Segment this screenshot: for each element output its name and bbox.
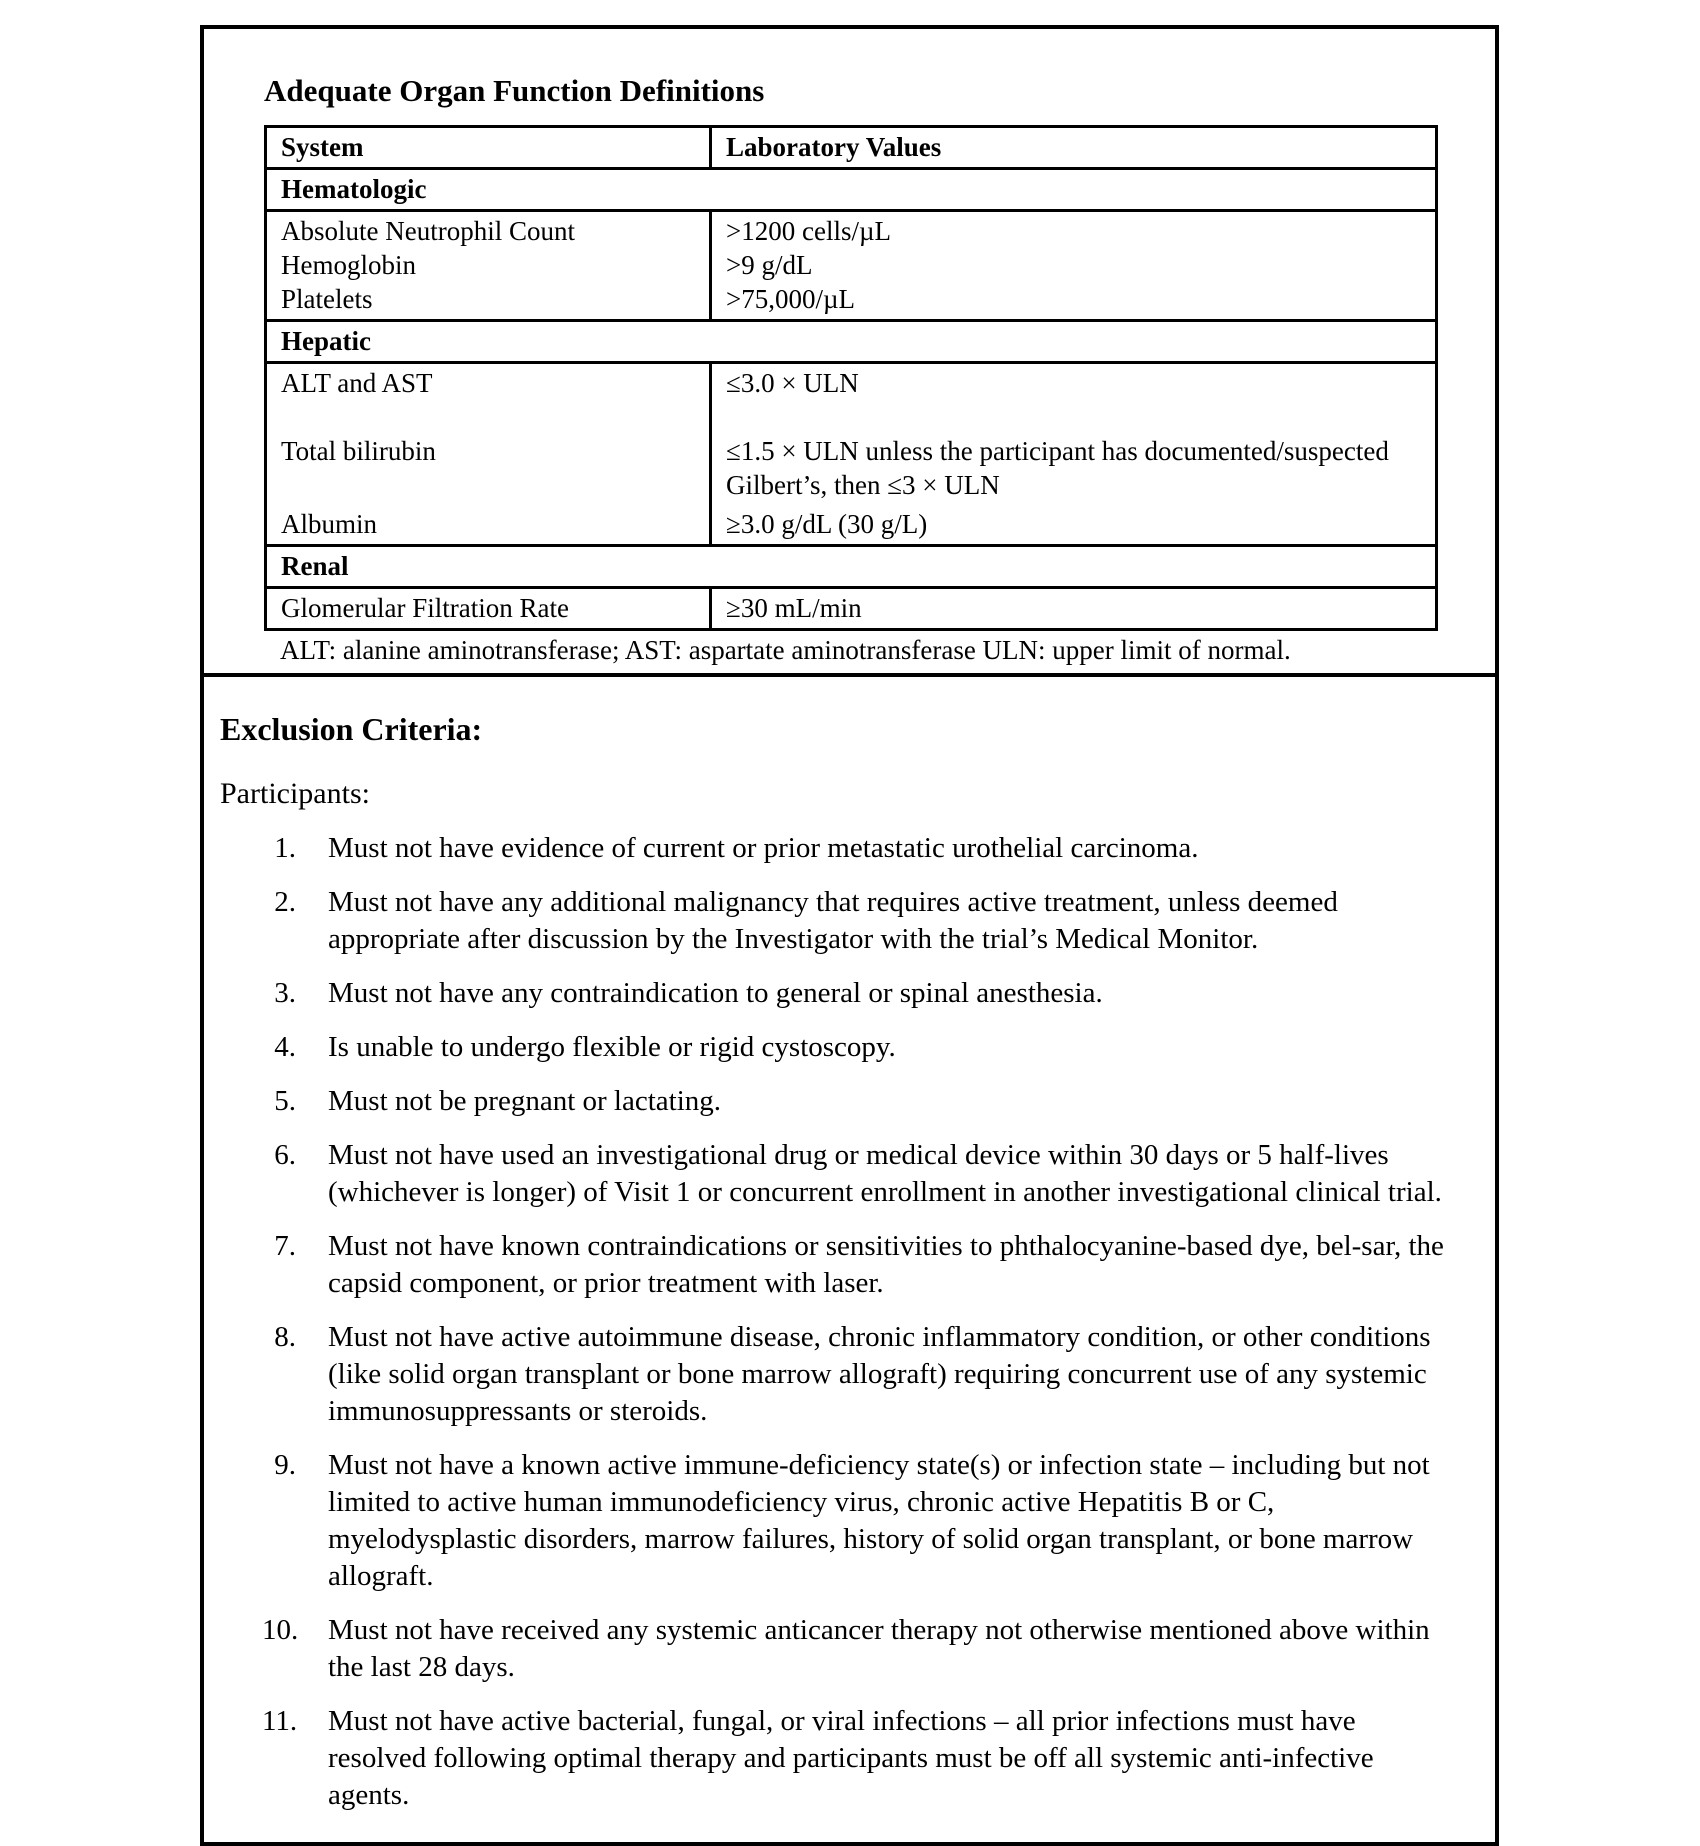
hepatic-system-alt-ast: ALT and AST: [267, 361, 709, 432]
organ-function-title: Adequate Organ Function Definitions: [264, 73, 765, 108]
item-number: 1.: [274, 832, 296, 864]
list-item: [262, 1228, 1461, 1302]
item-number: 10.: [262, 1614, 299, 1646]
list-item: [262, 1447, 1461, 1595]
item-text: Must not have received any systemic anticancer therapy not otherwise mentioned above within the last 28 days.: [328, 1614, 1430, 1683]
list-item: [262, 1137, 1461, 1211]
organ-function-table: [264, 125, 1438, 631]
item-number: 4.: [274, 1031, 296, 1063]
list-item: [262, 1083, 1461, 1120]
list-item: [262, 1612, 1461, 1686]
exclusion-criteria-heading: Exclusion Criteria:: [220, 711, 483, 747]
table-cell-text: >75,000/µL: [726, 284, 856, 314]
list-item: [262, 830, 1461, 867]
item-number: 2.: [274, 886, 296, 918]
item-text: Must not have active autoimmune disease, chronic inflammatory condition, or other conditions (like solid organ transplant or bone marrow allograft) requiring concurrent use of any systemic immunosuppressants or steroids.: [328, 1321, 1431, 1427]
item-number: 8.: [274, 1321, 296, 1353]
participants-label: Participants:: [220, 777, 370, 810]
table-header-system: System: [281, 132, 364, 162]
table-cell-text: >9 g/dL: [726, 250, 813, 280]
hematologic-values-cell: [709, 209, 1435, 319]
list-item: [262, 975, 1461, 1012]
hepatic-value-total-bilirubin: ≤1.5 × ULN unless the participant has documented/suspected Gilbert’s, then ≤3 × ULN: [709, 432, 1435, 505]
item-number: 11.: [262, 1705, 298, 1737]
exclusion-criteria-list: [220, 830, 1461, 1814]
table-footnote: ALT: alanine aminotransferase; AST: aspartate aminotransferase ULN: upper limit of normal.: [280, 635, 1291, 665]
table-section-hepatic: Hepatic: [267, 319, 1435, 361]
table-header-laboratory-values: Laboratory Values: [709, 128, 1435, 167]
table-cell-text: >1200 cells/µL: [726, 216, 892, 246]
table-cell-text: Platelets: [281, 284, 373, 314]
organ-function-section: [204, 29, 1495, 677]
item-number: 6.: [274, 1139, 296, 1171]
table-section-renal: Renal: [267, 544, 1435, 586]
item-number: 9.: [274, 1449, 296, 1481]
item-text: Must not have a known active immune-deficiency state(s) or infection state – including but not limited to active human immunodeficiency virus, chronic active Hepatitis B or C, myelodysplastic disorders, marrow failures, history of solid organ transplant, or bone marrow allograft.: [328, 1449, 1430, 1592]
list-item: [262, 1029, 1461, 1066]
hepatic-system-total-bilirubin: Total bilirubin: [281, 436, 436, 466]
table-cell-text: Absolute Neutrophil Count: [281, 216, 575, 246]
renal-value-gfr: ≥30 mL/min: [709, 586, 1435, 628]
item-number: 5.: [274, 1085, 296, 1117]
table-section-hematologic: Hematologic: [267, 167, 1435, 209]
item-text: Must not be pregnant or lactating.: [328, 1085, 722, 1117]
list-item: [262, 884, 1461, 958]
item-text: Must not have known contraindications or sensitivities to phthalocyanine-based dye, bel-sar, the capsid component, or prior treatment with laser.: [328, 1230, 1444, 1299]
item-text: Must not have any additional malignancy that requires active treatment, unless deemed appropriate after discussion by the Investigator with the trial’s Medical Monitor.: [328, 886, 1338, 955]
exclusion-criteria-section: [204, 677, 1495, 1842]
item-text: Is unable to undergo flexible or rigid cystoscopy.: [328, 1031, 896, 1063]
hepatic-value-albumin: ≥3.0 g/dL (30 g/L): [709, 505, 1435, 544]
document-frame: [200, 25, 1499, 1846]
renal-system-gfr: Glomerular Filtration Rate: [267, 586, 709, 628]
item-number: 7.: [274, 1230, 296, 1262]
item-text: Must not have used an investigational drug or medical device within 30 days or 5 half-lives (whichever is longer) of Visit 1 or concurrent enrollment in another investigational clinical trial.: [328, 1139, 1442, 1208]
list-item: [262, 1703, 1461, 1814]
hepatic-value-alt-ast: ≤3.0 × ULN: [709, 361, 1435, 432]
item-text: Must not have evidence of current or prior metastatic urothelial carcinoma.: [328, 832, 1199, 864]
item-text: Must not have any contraindication to general or spinal anesthesia.: [328, 977, 1103, 1009]
hematologic-systems-cell: [267, 209, 709, 319]
item-text: Must not have active bacterial, fungal, or viral infections – all prior infections must have resolved following optimal therapy and participants must be off all systemic anti-infective agents.: [328, 1705, 1374, 1811]
hepatic-system-albumin: Albumin: [281, 509, 378, 539]
list-item: [262, 1319, 1461, 1430]
item-number: 3.: [274, 977, 296, 1009]
table-cell-text: Hemoglobin: [281, 250, 416, 280]
